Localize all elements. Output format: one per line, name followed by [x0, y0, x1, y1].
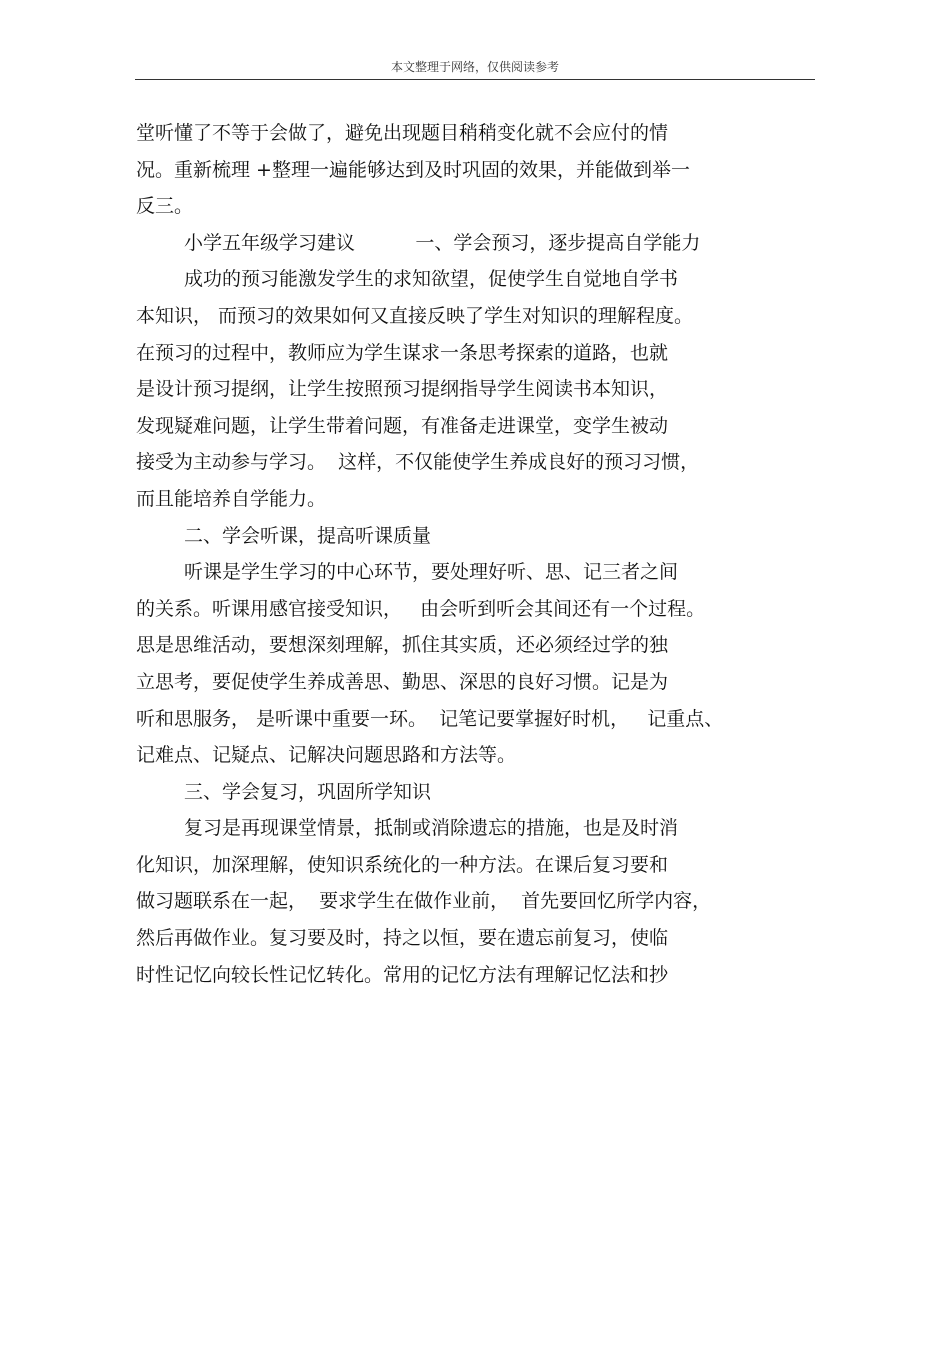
text-line: 听和思服务， 是听课中重要一环。 记笔记要掌握好时机， 记重点、	[136, 707, 724, 730]
text-line: 然后再做作业。复习要及时，持之以恒，要在遗忘前复习，使临	[136, 927, 669, 950]
text-line: 做习题联系在一起， 要求学生在做作业前， 首先要回忆所学内容，	[136, 890, 712, 913]
text-line: 时性记忆向较长性记忆转化。常用的记忆方法有理解记忆法和抄	[136, 963, 669, 986]
header-divider	[135, 79, 815, 80]
text-line: 发现疑难问题，让学生带着问题，有准备走进课堂，变学生被动	[136, 414, 669, 437]
text-line: 况。重新梳理 +整理一遍能够达到及时巩固的效果，并能做到举一	[136, 158, 690, 181]
paragraph-start-line: 听课是学生学习的中心环节，要处理好听、思、记三者之间	[184, 561, 679, 584]
section-heading-line: 小学五年级学习建议 一、学会预习，逐步提高自学能力	[184, 231, 701, 254]
paragraph-start-line: 成功的预习能激发学生的求知欲望，促使学生自觉地自学书	[184, 268, 679, 291]
text-line: 化知识，加深理解，使知识系统化的一种方法。在课后复习要和	[136, 853, 669, 876]
section-heading-line: 二、学会听课，提高听课质量	[184, 524, 432, 547]
page-header: 本文整理于网络，仅供阅读参考	[390, 60, 559, 74]
paragraph-start-line: 复习是再现课堂情景，抵制或消除遗忘的措施，也是及时消	[184, 817, 679, 840]
text-line: 在预习的过程中，教师应为学生谋求一条思考探索的道路，也就	[136, 341, 669, 364]
text-line: 本知识， 而预习的效果如何又直接反映了学生对知识的理解程度。	[136, 304, 694, 327]
document-body	[136, 115, 816, 993]
text-line: 是设计预习提纲，让学生按照预习提纲指导学生阅读书本知识，	[136, 378, 669, 401]
text-line: 记难点、记疑点、记解决问题思路和方法等。	[136, 744, 517, 767]
text-line: 而且能培养自学能力。	[136, 487, 327, 510]
text-line: 的关系。听课用感官接受知识， 由会听到听会其间还有一个过程。	[136, 597, 706, 620]
text-line: 堂听懂了不等于会做了，避免出现题目稍稍变化就不会应付的情	[136, 122, 669, 144]
text-line: 反三。	[136, 195, 194, 218]
text-line: 思是思维活动，要想深刻理解，抓住其实质，还必须经过学的独	[136, 634, 669, 657]
text-line: 接受为主动参与学习。 这样，不仅能使学生养成良好的预习习惯，	[136, 451, 700, 474]
section-heading-line: 三、学会复习，巩固所学知识	[184, 780, 432, 803]
text-line: 立思考，要促使学生养成善思、勤思、深思的良好习惯。记是为	[136, 670, 669, 693]
